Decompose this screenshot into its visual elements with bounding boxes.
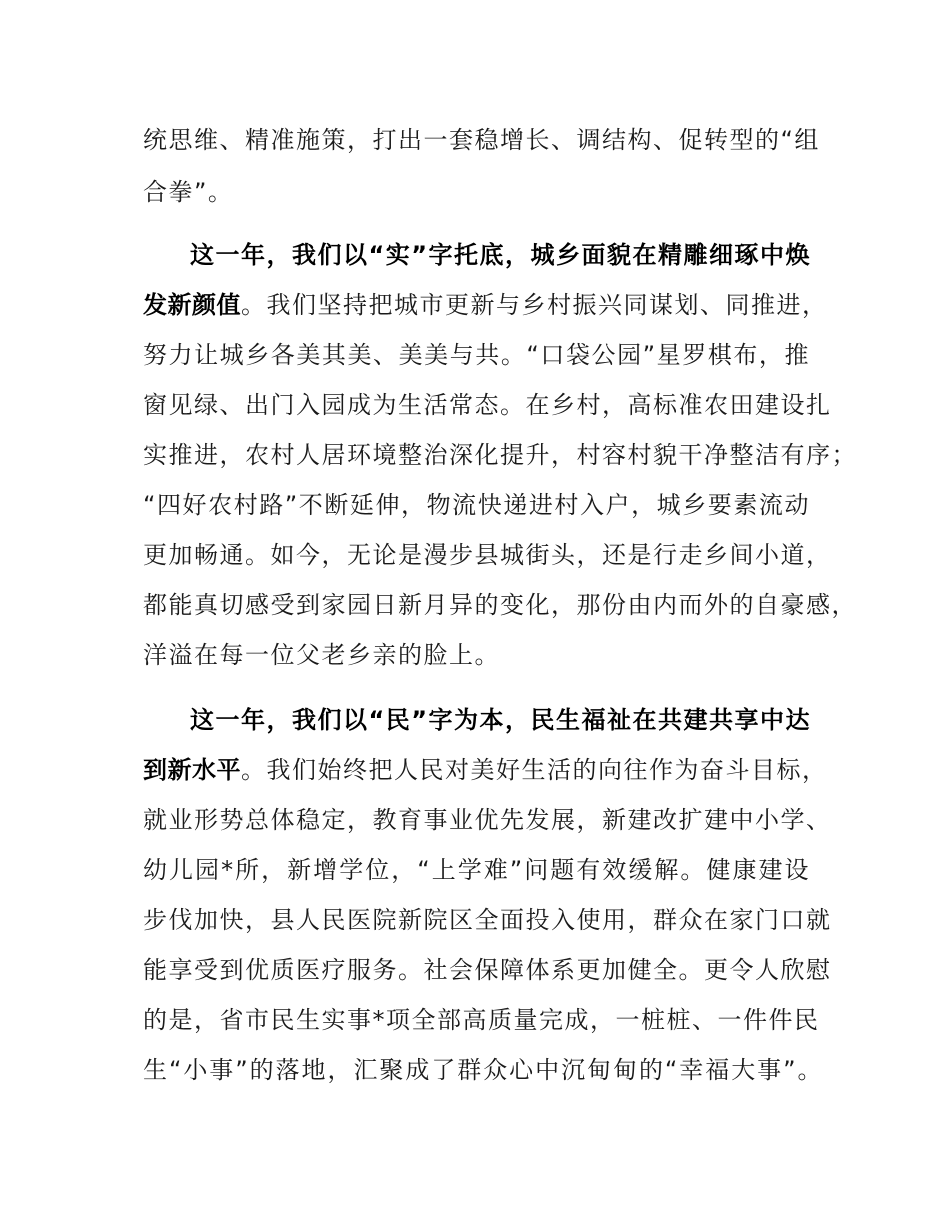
- text: 窗见绿、出门入园成为生活常态。在乡村，高标准农田建设扎: [143, 391, 832, 419]
- text-line: [143, 953, 832, 987]
- text-line: [143, 753, 828, 787]
- text: 幼儿园*所，新增学位，“上学难”问题有效缓解。健康建设: [143, 856, 810, 884]
- text: 合拳”。: [143, 178, 234, 206]
- text-line: [143, 538, 832, 572]
- text: 统思维、精准施策，打出一套稳增长、调结构、促转型的“组: [143, 126, 820, 154]
- text: 能享受到优质医疗服务。社会保障体系更加健全。更令人欣慰: [143, 956, 832, 984]
- text-line: [143, 338, 810, 372]
- text: 步伐加快，县人民医院新院区全面投入使用，群众在家门口就: [143, 906, 832, 934]
- text-line: [190, 703, 810, 737]
- text-line: [143, 588, 857, 622]
- text-line: [143, 175, 810, 209]
- text: 努力让城乡各美其美、美美与共。“口袋公园”星罗棋布，推: [143, 341, 810, 369]
- text-line: [143, 388, 832, 422]
- text: “四好农村路”不断延伸，物流快递进村入户，城乡要素流动: [143, 491, 810, 519]
- bold-heading-text: 到新水平: [143, 756, 241, 784]
- text: 都能真切感受到家园日新月异的变化，那份由内而外的自豪感，: [143, 591, 857, 619]
- text-line: [143, 638, 810, 672]
- text-line: [143, 803, 832, 837]
- bold-heading-text: 这一年，我们以“实”字托底，城乡面貌在精雕细琢中焕: [190, 241, 810, 269]
- text-line: [190, 238, 810, 272]
- text: 就业形势总体稳定，教育事业优先发展，新建改扩建中小学、: [143, 806, 832, 834]
- text-line: [143, 288, 828, 322]
- text: 。我们始终把人民对美好生活的向往作为奋斗目标，: [241, 756, 828, 784]
- text: 洋溢在每一位父老乡亲的脸上。: [143, 641, 500, 669]
- text-line: [143, 903, 832, 937]
- text: 更加畅通。如今，无论是漫步县城街头，还是行走乡间小道，: [143, 541, 832, 569]
- bold-heading-text: 这一年，我们以“民”字为本，民生福祉在共建共享中达: [190, 706, 810, 734]
- text: 生“小事”的落地，汇聚成了群众心中沉甸甸的“幸福大事”。: [143, 1056, 823, 1084]
- bold-heading-text: 发新颜值: [143, 291, 241, 319]
- text-line: [143, 853, 810, 887]
- text-line: [143, 488, 810, 522]
- text: 。我们坚持把城市更新与乡村振兴同谋划、同推进，: [241, 291, 828, 319]
- text-line: [143, 438, 857, 472]
- text-line: [143, 1053, 823, 1087]
- text: 的是，省市民生实事*项全部高质量完成，一桩桩、一件件民: [143, 1006, 820, 1034]
- text: 实推进，农村人居环境整治深化提升，村容村貌干净整洁有序；: [143, 441, 857, 469]
- text-line: [143, 1003, 820, 1037]
- text-line: [143, 123, 820, 157]
